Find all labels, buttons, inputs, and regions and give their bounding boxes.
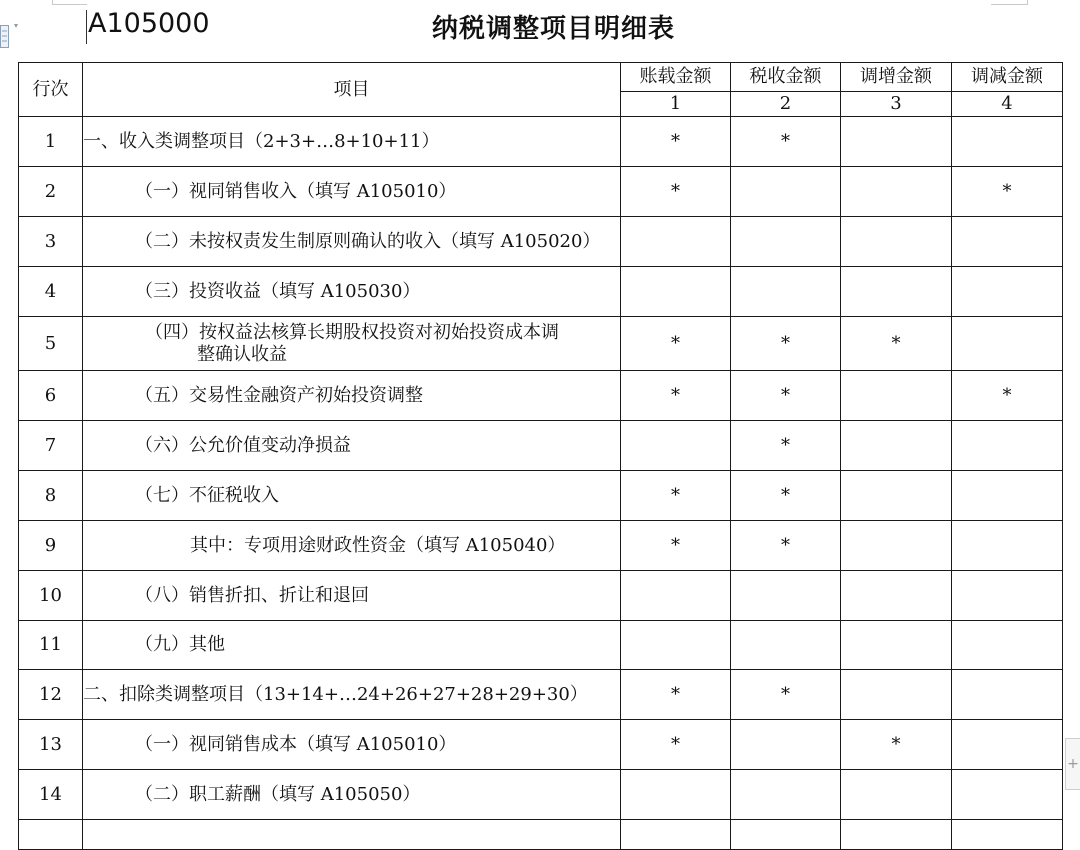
row-item-text: 其中：专项用途财政性资金（填写 A105040） (190, 534, 566, 556)
page-corner-mark-left (52, 0, 87, 5)
row-item[interactable] (83, 571, 621, 621)
table-row (19, 217, 1063, 267)
row-no: 12 (19, 670, 83, 720)
row-item-text: （六）公允价值变动净损益 (135, 434, 351, 456)
cell-increase-amount[interactable] (841, 421, 952, 471)
row-no: 14 (19, 770, 83, 820)
cell-book-amount[interactable]: * (621, 167, 731, 217)
cell-decrease-amount[interactable] (952, 471, 1063, 521)
row-item[interactable] (83, 471, 621, 521)
cell-increase-amount[interactable] (841, 117, 952, 167)
cell-tax-amount[interactable] (731, 217, 841, 267)
page-corner-mark-right (991, 0, 1028, 5)
cell-book-amount[interactable] (621, 571, 731, 621)
cell-increase-amount[interactable]: * (841, 720, 952, 770)
header-decrease-amount: 调减金额 (952, 63, 1063, 92)
cell-book-amount[interactable]: * (621, 720, 731, 770)
cell-book-amount[interactable]: * (621, 371, 731, 421)
cell-book-amount[interactable]: * (621, 317, 731, 371)
cell-book-amount[interactable] (621, 621, 731, 670)
form-code: A105000 (88, 8, 210, 39)
cell-book-amount[interactable] (621, 267, 731, 317)
row-item-text: （五）交易性金融资产初始投资调整 (135, 384, 423, 406)
header-index-4: 4 (952, 92, 1063, 117)
cell-book-amount[interactable]: * (621, 471, 731, 521)
cell-tax-amount[interactable] (731, 720, 841, 770)
table-row (19, 371, 1063, 421)
cell-increase-amount[interactable] (841, 670, 952, 720)
cell-increase-amount[interactable] (841, 471, 952, 521)
row-no: 2 (19, 167, 83, 217)
cell-increase-amount[interactable] (841, 571, 952, 621)
cell-decrease-amount[interactable] (952, 421, 1063, 471)
row-no: 6 (19, 371, 83, 421)
row-item-text: 一、收入类调整项目（2+3+…8+10+11） (83, 130, 440, 152)
row-no: 8 (19, 471, 83, 521)
cell-decrease-amount[interactable] (952, 621, 1063, 670)
header-row-no: 行次 (19, 63, 83, 117)
cell-book-amount[interactable] (621, 421, 731, 471)
row-item[interactable] (83, 317, 621, 371)
tax-adjustment-table (18, 62, 1063, 850)
cell-decrease-amount[interactable] (952, 770, 1063, 820)
cell-decrease-amount[interactable] (952, 521, 1063, 571)
row-item-text-line1: （四）按权益法核算长期股权投资对初始投资成本调 (145, 322, 559, 343)
cell-decrease-amount[interactable] (952, 670, 1063, 720)
row-item[interactable] (83, 521, 621, 571)
table-row (19, 117, 1063, 167)
cell-tax-amount[interactable]: * (731, 670, 841, 720)
plus-icon: + (1067, 756, 1079, 772)
cell-tax-amount[interactable] (731, 571, 841, 621)
table-row (19, 167, 1063, 217)
cell-increase-amount[interactable]: * (841, 317, 952, 371)
cell-increase-amount[interactable] (841, 521, 952, 571)
cell-tax-amount[interactable] (731, 621, 841, 670)
row-item[interactable] (83, 217, 621, 267)
cell-decrease-amount[interactable] (952, 267, 1063, 317)
table-row (19, 421, 1063, 471)
text-cursor (86, 10, 87, 44)
row-item[interactable] (83, 267, 621, 317)
header-index-3: 3 (841, 92, 952, 117)
table-row (19, 471, 1063, 521)
row-item-text: （一）视同销售成本（填写 A105010） (135, 733, 457, 755)
cell-decrease-amount[interactable]: * (952, 167, 1063, 217)
cell-tax-amount[interactable]: * (731, 471, 841, 521)
cell-book-amount[interactable]: * (621, 117, 731, 167)
row-no: 3 (19, 217, 83, 267)
row-item-text: 二、扣除类调整项目（13+14+…24+26+27+28+29+30） (83, 683, 588, 705)
table-row (19, 521, 1063, 571)
row-item-text: （二）未按权责发生制原则确认的收入（填写 A105020） (135, 230, 601, 252)
row-item-text: （三）投资收益（填写 A105030） (135, 280, 421, 302)
row-item[interactable] (83, 621, 621, 670)
row-no: 11 (19, 621, 83, 670)
table-row (19, 770, 1063, 820)
row-item-text: （二）职工薪酬（填写 A105050） (135, 783, 421, 805)
row-item-text-line2: 整确认收益 (197, 344, 287, 365)
cell-tax-amount[interactable] (731, 770, 841, 820)
cell-book-amount[interactable] (621, 217, 731, 267)
row-item-text: （一）视同销售收入（填写 A105010） (135, 180, 457, 202)
side-expand-tab[interactable] (1065, 738, 1080, 790)
table-row (19, 571, 1063, 621)
row-no: 1 (19, 117, 83, 167)
cell-decrease-amount[interactable] (952, 117, 1063, 167)
cell-increase-amount[interactable] (841, 371, 952, 421)
table-row (19, 670, 1063, 720)
cell-partial[interactable] (731, 820, 841, 850)
row-item-text: （九）其他 (135, 634, 225, 655)
header-item: 项目 (83, 63, 621, 117)
header-increase-amount: 调增金额 (841, 63, 952, 92)
header-index-1: 1 (621, 92, 731, 117)
row-item[interactable] (83, 117, 621, 167)
table-row (19, 621, 1063, 670)
cell-partial[interactable] (952, 820, 1063, 850)
cell-tax-amount[interactable]: * (731, 421, 841, 471)
cell-tax-amount[interactable] (731, 167, 841, 217)
cell-tax-amount[interactable]: * (731, 317, 841, 371)
table-row (19, 267, 1063, 317)
cell-book-amount[interactable] (621, 770, 731, 820)
row-no: 10 (19, 571, 83, 621)
row-item[interactable] (83, 371, 621, 421)
row-no: 5 (19, 317, 83, 371)
table-move-handle-icon[interactable] (0, 22, 20, 52)
cell-increase-amount[interactable] (841, 167, 952, 217)
row-item[interactable] (83, 770, 621, 820)
row-no-partial (19, 820, 83, 850)
row-item-partial[interactable] (83, 820, 621, 850)
cell-tax-amount[interactable]: * (731, 521, 841, 571)
row-item-text: （八）销售折扣、折让和退回 (135, 584, 369, 606)
cell-partial[interactable] (621, 820, 731, 850)
cell-tax-amount[interactable]: * (731, 117, 841, 167)
cell-increase-amount[interactable] (841, 267, 952, 317)
cell-decrease-amount[interactable] (952, 317, 1063, 371)
header-index-2: 2 (731, 92, 841, 117)
header-book-amount: 账载金额 (621, 63, 731, 92)
page-title: 纳税调整项目明细表 (432, 14, 676, 44)
row-item[interactable] (83, 670, 621, 720)
cell-decrease-amount[interactable] (952, 720, 1063, 770)
cell-tax-amount[interactable] (731, 267, 841, 317)
row-item[interactable] (83, 720, 621, 770)
cell-decrease-amount[interactable] (952, 217, 1063, 267)
row-no: 4 (19, 267, 83, 317)
row-item-text: （七）不征税收入 (135, 484, 279, 506)
cell-tax-amount[interactable]: * (731, 371, 841, 421)
cell-book-amount[interactable]: * (621, 521, 731, 571)
cell-decrease-amount[interactable]: * (952, 371, 1063, 421)
cell-decrease-amount[interactable] (952, 571, 1063, 621)
table-row (19, 720, 1063, 770)
cell-increase-amount[interactable] (841, 770, 952, 820)
cell-increase-amount[interactable] (841, 621, 952, 670)
cell-partial[interactable] (841, 820, 952, 850)
row-item[interactable] (83, 167, 621, 217)
row-no: 9 (19, 521, 83, 571)
table-row-partial (19, 820, 1063, 850)
row-no: 7 (19, 421, 83, 471)
row-no: 13 (19, 720, 83, 770)
table-row (19, 317, 1063, 371)
row-item[interactable] (83, 421, 621, 471)
header-tax-amount: 税收金额 (731, 63, 841, 92)
cell-increase-amount[interactable] (841, 217, 952, 267)
cell-book-amount[interactable]: * (621, 670, 731, 720)
